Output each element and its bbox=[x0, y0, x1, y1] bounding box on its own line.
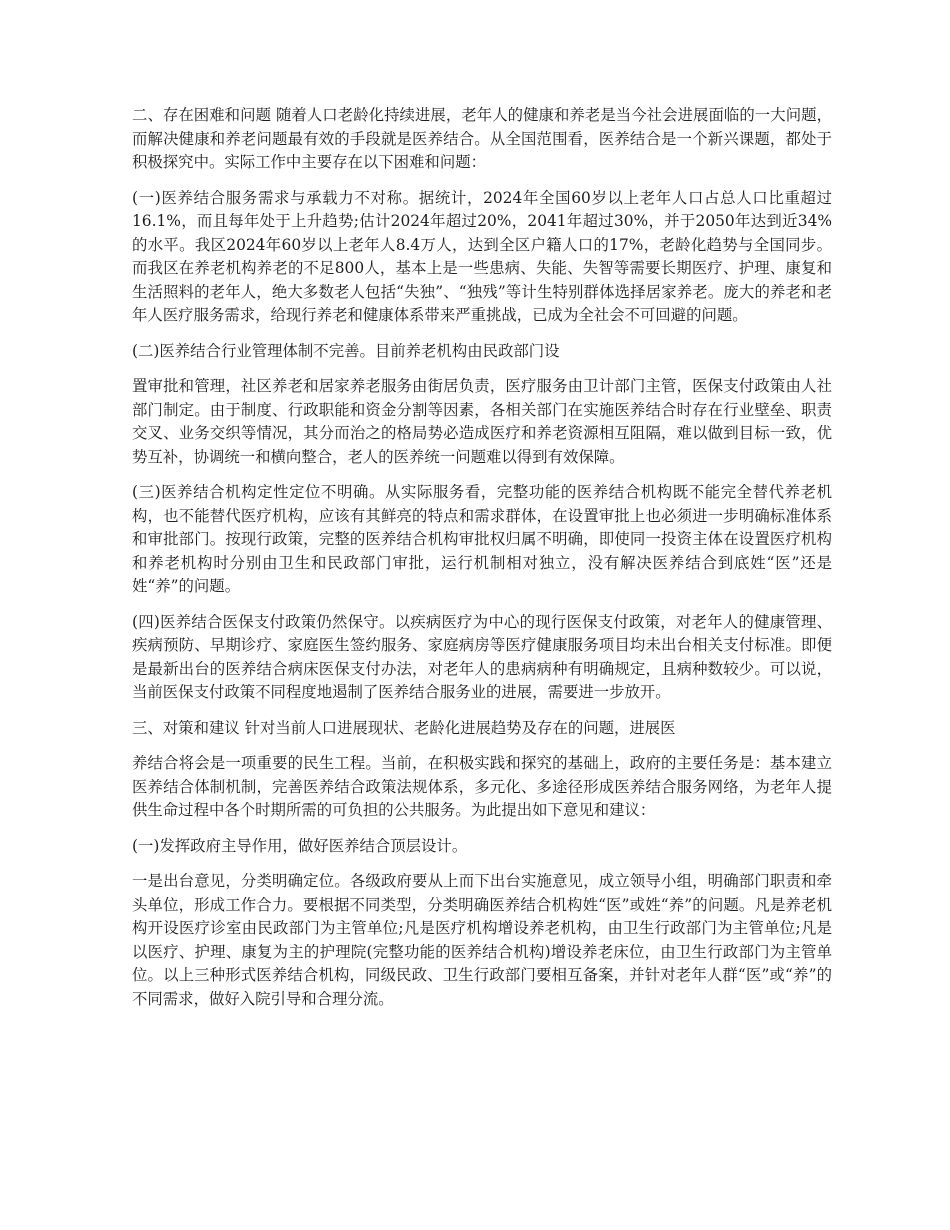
paragraph-issue-3: (三)医养结合机构定性定位不明确。从实际服务看，完整功能的医养结合机构既不能完全替代养老机构，也不能替代医疗机构，应该有其鲜亮的特点和需求群体，在设置审批上也必须进一步明确标准体系和审批部门。按现行政策，完整的医养结合机构审批权归属不明确，即使同一投资主体在设置医疗机构和养老机构时分别由卫生和民政部门审批，运行机制相对独立，没有解决医养结合到底姓“医”还是姓“养”的问题。 bbox=[132, 483, 832, 595]
paragraph-issue-2-body: 置审批和管理，社区养老和居家养老服务由街居负责，医疗服务由卫计部门主管，医保支付政策由人社部门制定。由于制度、行政职能和资金分割等因素，各相关部门在实施医养结合时存在行业壁垒、职责交叉、业务交织等情况，其分而治之的格局势必造成医疗和养老资源相互阻隔，难以做到目标一致，优势互补，协调统一和横向整合，老人的医养统一问题难以得到有效保障。 bbox=[132, 377, 832, 466]
paragraph-section-3-heading: 三、对策和建议 针对当前人口进展现状、老龄化进展趋势及存在的问题，进展医 bbox=[132, 718, 676, 737]
paragraph-section-3-body: 养结合将会是一项重要的民生工程。当前，在积极实践和探究的基础上，政府的主要任务是：基本建立医养结合体制机制，完善医养结合政策法规体系，多元化、多途径形成医养结合服务网络，为老年人提供生命过程中各个时期所需的可负担的公共服务。为此提出如下意见和建议： bbox=[132, 754, 832, 819]
paragraph-issue-4: (四)医养结合医保支付政策仍然保守。以疾病医疗为中心的现行医保支付政策，对老年人的健康管理、疾病预防、早期诊疗、家庭医生签约服务、家庭病房等医疗健康服务项目均未出台相关支付标准。即便是最新出台的医养结合病床医保支付办法，对老年人的患病病种有明确规定，且病种数较少。可以说，当前医保支付政策不同程度地遏制了医养结合服务业的进展，需要进一步放开。 bbox=[132, 612, 832, 701]
paragraph-section-2-intro: 二、存在困难和问题 随着人口老龄化持续进展，老年人的健康和养老是当今社会进展面临的一大问题，而解决健康和养老问题最有效的手段就是医养结合。从全国范围看，医养结合是一个新兴课题，都处于积极探究中。实际工作中主要存在以下困难和问题： bbox=[132, 106, 832, 171]
paragraph-issue-2-heading: (二)医养结合行业管理体制不完善。目前养老机构由民政部门设 bbox=[132, 341, 560, 360]
paragraph-issue-1: (一)医养结合服务需求与承载力不对称。据统计，2024年全国60岁以上老年人口占总人口比重超过16.1%，而且每年处于上升趋势;估计2024年超过20%，2041年超过30%，并于2050年达到近34%的水平。我区2024年60岁以上老年人8.4万人，达到全区户籍人口的17%，老龄化趋势与全国同步。而我区在养老机构养老的不足800人，基本上是一些患病、失能、失智等需要长期医疗、护理、康复和生活照料的老年人，绝大多数老人包括“失独”、“独残”等计生特别群体选择居家养老。庞大的养老和老年人医疗服务需求，给现行养老和健康体系带来严重挑战，已成为全社会不可回避的问题。 bbox=[132, 188, 832, 324]
paragraph-suggestion-1-heading: (一)发挥政府主导作用，做好医养结合顶层设计。 bbox=[132, 836, 468, 855]
paragraph-suggestion-1-body: 一是出台意见，分类明确定位。各级政府要从上而下出台实施意见，成立领导小组，明确部门职责和牵头单位，形成工作合力。要根据不同类型，分类明确医养结合机构姓“医”或姓“养”的问题。凡是养老机构开设医疗诊室由民政部门为主管单位;凡是医疗机构增设养老机构，由卫生行政部门为主管单位;凡是以医疗、护理、康复为主的护理院(完整功能的医养结合机构)增设养老床位，由卫生行政部门为主管单位。以上三种形式医养结合机构，同级民政、卫生行政部门要相互备案，并针对老年人群“医”或“养”的不同需求，做好入院引导和合理分流。 bbox=[132, 872, 832, 1008]
